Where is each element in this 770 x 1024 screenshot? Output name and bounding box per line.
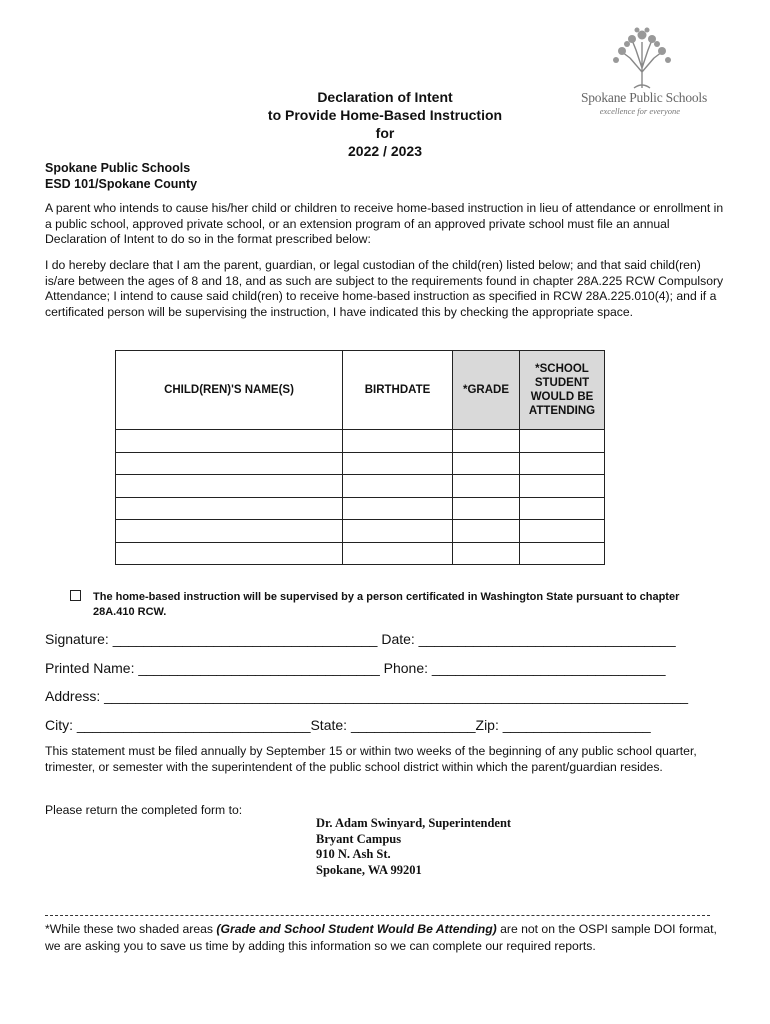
children-table xyxy=(115,350,605,565)
title-line-4: 2022 / 2023 xyxy=(348,143,422,159)
declaration-paragraph: I do hereby declare that I am the parent, guardian, or legal custodian of the child(ren) listed below; and that said child(ren) is/are between the ages of 8 and 18, and as such are subject to the requirements found in chapter 28A.225 RCW Compulsory Attendance; I intend to cause said child(ren) to receive home-based instruction as specified in RCW 28A.225.010(4); and if a certificated person will be supervising the instruction, I have indicated this by checking the appropriate space. xyxy=(45,258,724,319)
header-child-name: CHILD(REN)'S NAME(S) xyxy=(116,351,343,430)
return-address-line-1: Dr. Adam Swinyard, Superintendent xyxy=(316,816,512,830)
table-row xyxy=(116,520,605,543)
birthdate-cell[interactable] xyxy=(343,497,453,520)
signature-date-line[interactable]: Signature: __________________________________ Date: _________________________________ xyxy=(45,631,676,647)
school-cell[interactable] xyxy=(520,452,605,475)
filing-note: This statement must be filed annually by September 15 or within two weeks of the beginning of any public school quarter, trimester, or semester with the superintendent of the public school district within which the parent/guardian resides. xyxy=(45,744,697,774)
school-cell[interactable] xyxy=(520,430,605,453)
name-cell[interactable] xyxy=(116,497,343,520)
document-title xyxy=(180,88,590,160)
organization-block xyxy=(45,160,197,192)
address-line[interactable]: Address: ___________________________________________________________________________ xyxy=(45,688,689,704)
header-grade: *GRADE xyxy=(453,351,520,430)
grade-cell[interactable] xyxy=(453,475,520,498)
grade-cell[interactable] xyxy=(453,497,520,520)
return-address-line-2: Bryant Campus xyxy=(316,831,402,846)
grade-cell[interactable] xyxy=(453,452,520,475)
printed-name-phone-line[interactable]: Printed Name: _______________________________ Phone: ______________________________ xyxy=(45,660,666,676)
table-row xyxy=(116,452,605,475)
return-address-line-3: 910 N. Ash St. xyxy=(316,847,391,861)
title-line-3: for xyxy=(375,125,395,141)
header-birthdate: BIRTHDATE xyxy=(343,351,453,430)
logo-tagline: excellence for everyone xyxy=(599,106,680,116)
table-row xyxy=(116,542,605,565)
name-cell[interactable] xyxy=(116,475,343,498)
footnote-emphasis: (Grade and School Student Would Be Attending) xyxy=(216,922,497,936)
school-cell[interactable] xyxy=(520,475,605,498)
return-label: Please return the completed form to: xyxy=(45,803,243,817)
school-cell[interactable] xyxy=(520,497,605,520)
return-address xyxy=(316,816,511,878)
certificated-supervisor-label: The home-based instruction will be supervised by a person certificated in Washington State pursuant to chapter 28A.410 RCW. xyxy=(93,591,680,618)
school-cell[interactable] xyxy=(520,520,605,543)
footnote-rest: are not on the OSPI sample DOI format, we are asking you to save us time by adding this information so we can complete our required reports. xyxy=(45,922,717,953)
table-row xyxy=(116,475,605,498)
grade-cell[interactable] xyxy=(453,520,520,543)
org-name: Spokane Public Schools xyxy=(45,161,191,175)
title-line-2: to Provide Home-Based Instruction xyxy=(267,107,503,123)
certificated-supervisor-checkbox[interactable] xyxy=(70,590,81,601)
name-cell[interactable] xyxy=(116,520,343,543)
name-cell[interactable] xyxy=(116,542,343,565)
birthdate-cell[interactable] xyxy=(343,542,453,565)
title-line-1: Declaration of Intent xyxy=(317,89,453,105)
name-cell[interactable] xyxy=(116,452,343,475)
dashed-divider xyxy=(45,915,710,916)
intro-paragraph: A parent who intends to cause his/her child or children to receive home-based instruction in lieu of attendance or enrollment in a public school, approved private school, or an extension program of an approved private school must file an annual Declaration of Intent to do so in the format prescribed below: xyxy=(45,201,724,246)
header-school: *SCHOOL STUDENT WOULD BE ATTENDING xyxy=(520,351,605,430)
birthdate-cell[interactable] xyxy=(343,520,453,543)
table-row xyxy=(116,430,605,453)
footnote xyxy=(45,921,725,955)
grade-cell[interactable] xyxy=(453,430,520,453)
birthdate-cell[interactable] xyxy=(343,452,453,475)
logo-wordmark: Spokane Public Schools xyxy=(580,90,708,105)
grade-cell[interactable] xyxy=(453,542,520,565)
org-district: ESD 101/Spokane County xyxy=(45,177,198,191)
return-address-line-4: Spokane, WA 99201 xyxy=(316,862,422,877)
birthdate-cell[interactable] xyxy=(343,475,453,498)
city-state-zip-line[interactable]: City: ______________________________State: ________________Zip: ___________________ xyxy=(45,717,651,733)
footnote-lead: *While these two shaded areas xyxy=(45,922,217,936)
name-cell[interactable] xyxy=(116,430,343,453)
birthdate-cell[interactable] xyxy=(343,430,453,453)
school-cell[interactable] xyxy=(520,542,605,565)
table-header-row xyxy=(116,351,605,430)
table-row xyxy=(116,497,605,520)
